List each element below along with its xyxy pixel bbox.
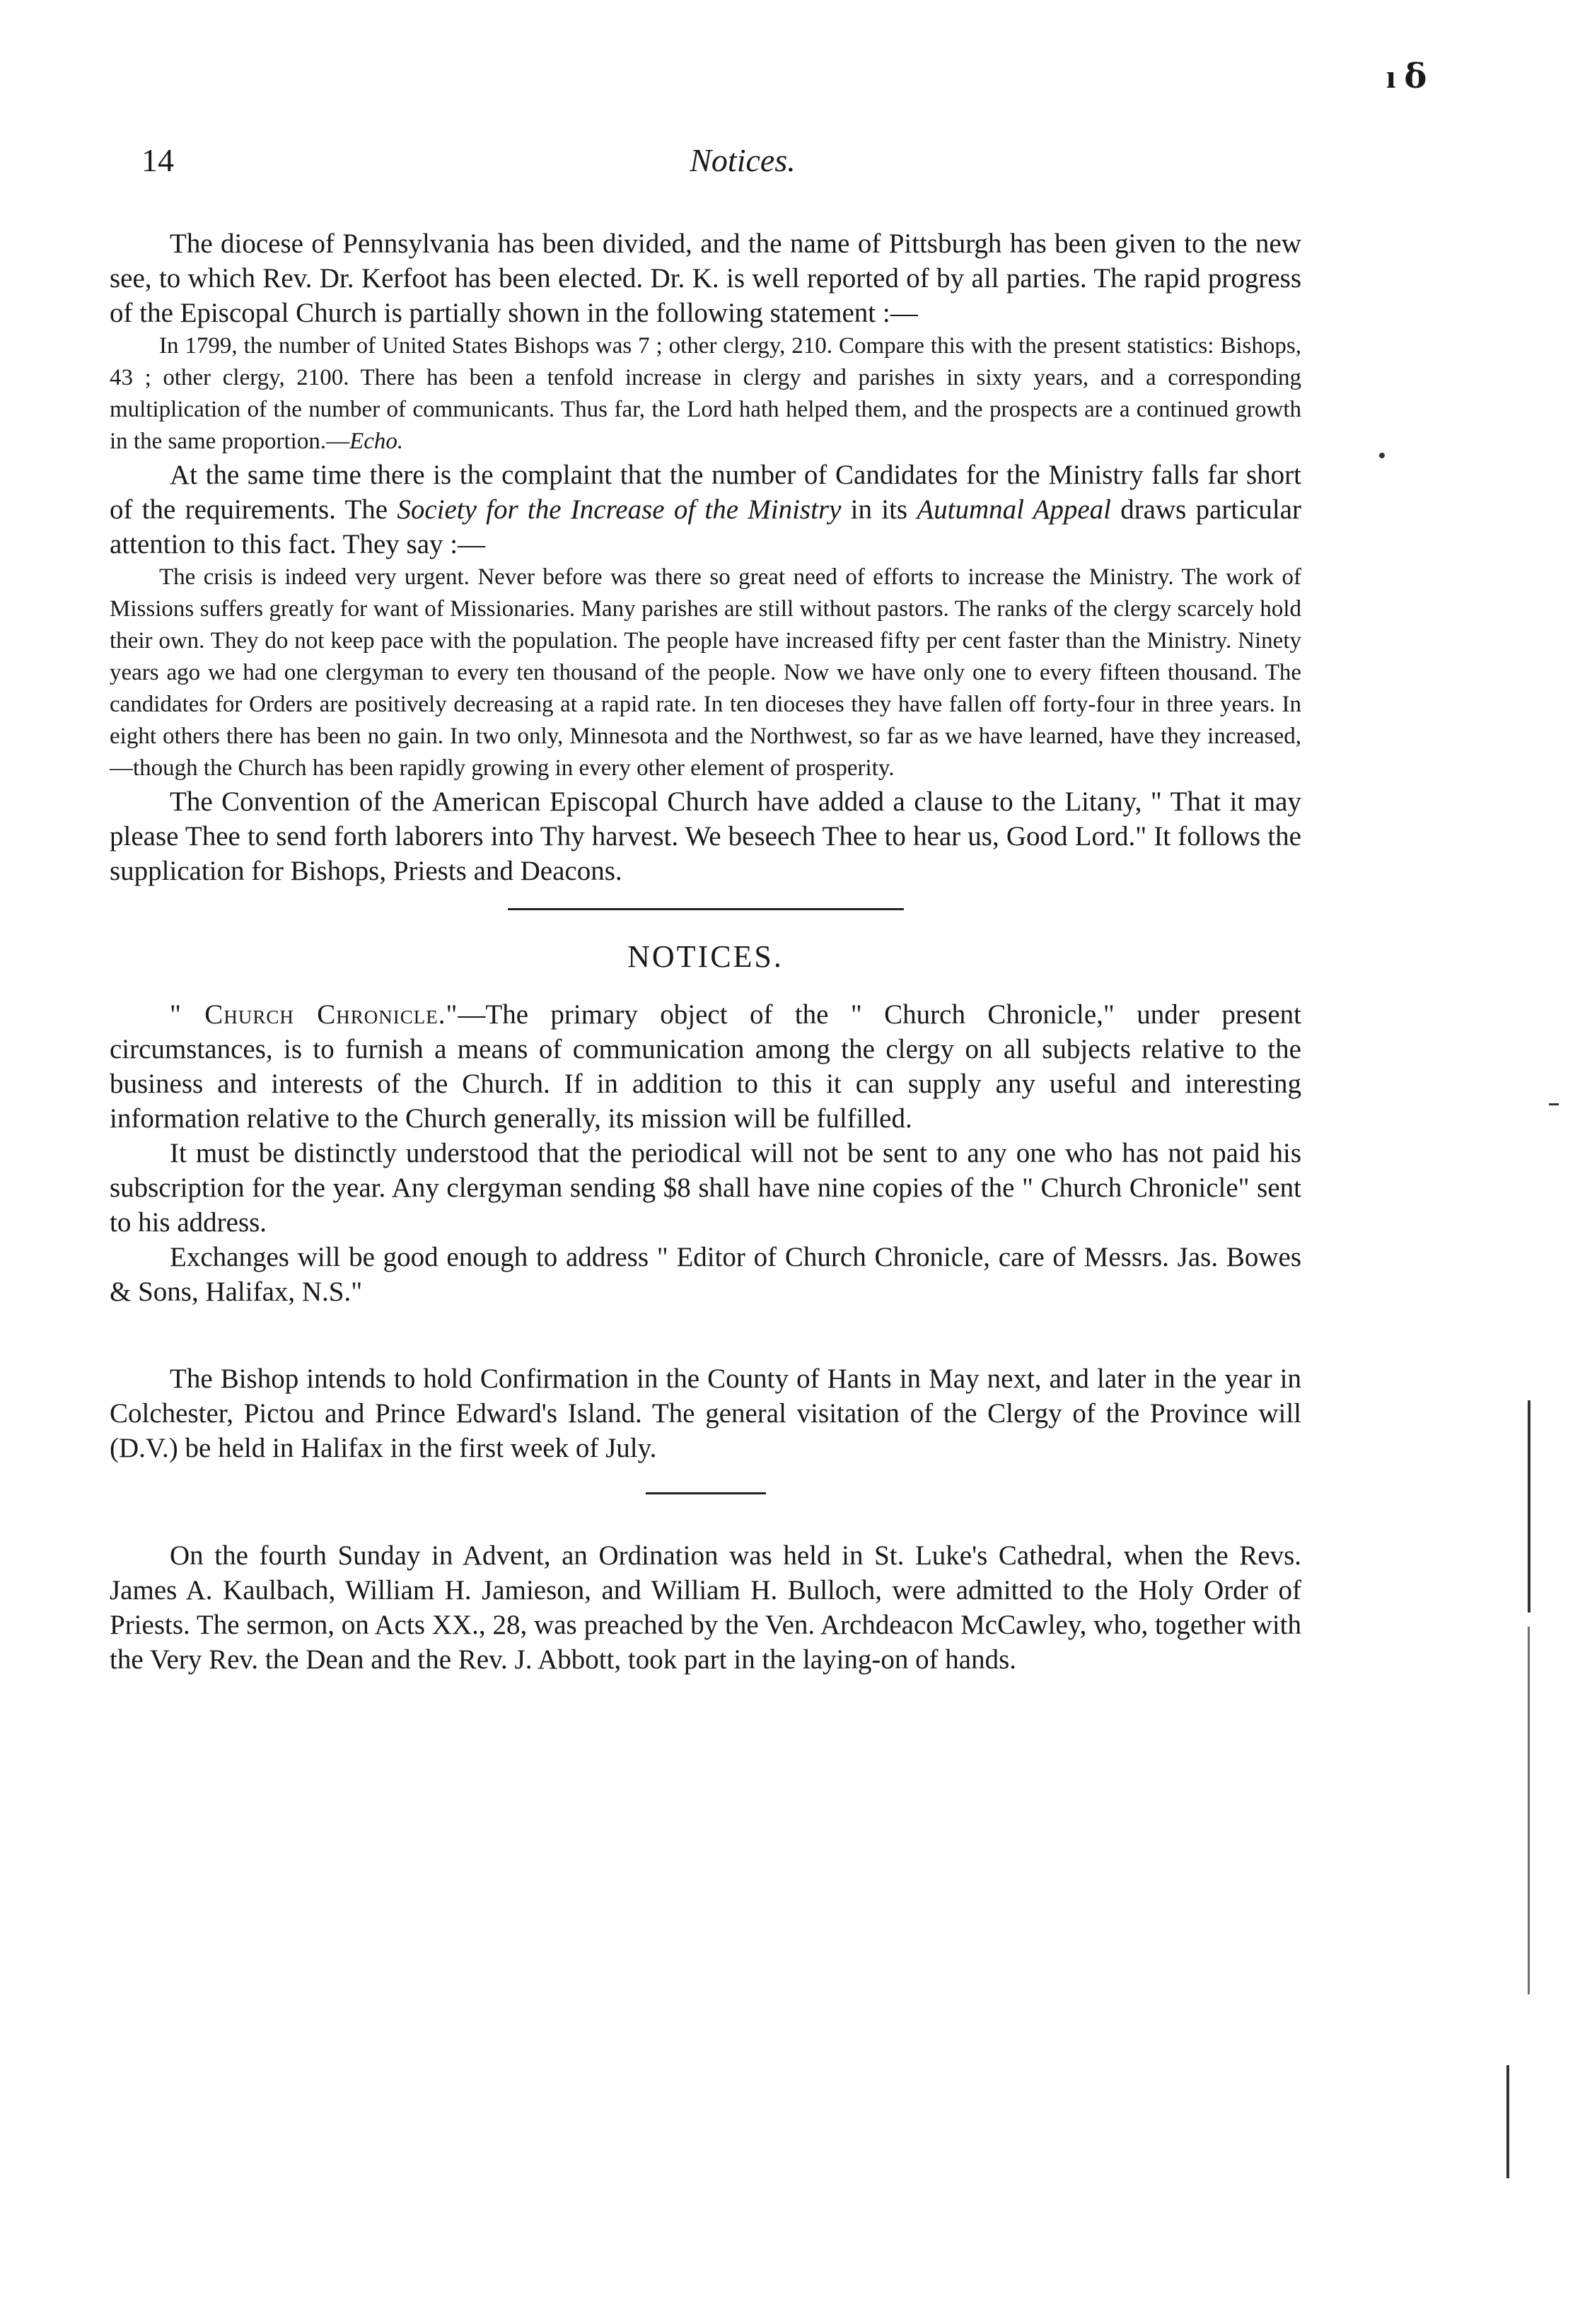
church-chronicle-text: —The primary object of the " Church Chronicle," under present circumstances, is to furnish a means of communication among the clergy on all subjects relative to the business and interests of the Church. If in addition to this it can supply any useful and interesting information relative to the Church generally, its mission will be fulfilled. xyxy=(110,999,1302,1134)
notices-heading: NOTICES. xyxy=(627,939,784,974)
church-chronicle-label: " Church Chronicle." xyxy=(170,999,458,1030)
quote-crisis: The crisis is indeed very urgent. Never before was there so great need of efforts to increase the Ministry. The work of Missions suffers greatly for want of Missionaries. Many parishes are still without pastors. The ranks of the clergy scarcely hold their own. They do not keep pace with the population. The people have increased fifty per cent faster than the Ministry. Ninety years ago we had one clergyman to every ten thousand of the people. Now we have only one to every fifteen thousand. The candidates for Orders are positively decreasing at a rapid rate. In ten dioceses they have fallen off forty-four in three years. In eight others there has been no gain. In two only, Minnesota and the Northwest, so far as we have learned, have they increased,—though the Church has been rapidly growing in every other element of prosperity. xyxy=(110,564,1301,781)
page-body xyxy=(110,226,1301,1677)
statistics-text: In 1799, the number of United States Bishops was 7 ; other clergy, 210. Compare this with the present statistics: Bishops, 43 ; other clergy, 2100. There has been a tenfold increase in clergy and parishes in sixty years, and a corresponding multiplication of the number of communicants. Thus far, the Lord hath helped them, and the prospects are a continued growth in the same proportion.— xyxy=(110,333,1301,454)
candidates-text-b: in its xyxy=(841,494,917,525)
appeal-name: Autumnal Appeal xyxy=(917,494,1111,525)
paragraph-litany: The Convention of the American Episcopal Church have added a clause to the Litany, " That it may please Thee to send forth laborers into Thy harvest. We beseech Thee to hear us, Good Lord." It follows the supplication for Bishops, Priests and Deacons. xyxy=(110,786,1301,886)
running-head xyxy=(141,141,1344,191)
source-echo: Echo. xyxy=(349,429,404,454)
candidates-text-c: draws particular attention to this fact. They say :— xyxy=(110,494,1301,559)
paragraph-pennsylvania-diocese: The diocese of Pennsylvania has been divided, and the name of Pittsburgh has been given to the new see, to which Rev. Dr. Kerfoot has been elected. Dr. K. is well reported of by all parties. The rapid progress of the Episcopal Church is partially shown in the following statement :— xyxy=(110,228,1301,328)
quote-bishops-statistics xyxy=(110,330,1301,458)
scan-edge-mark xyxy=(1506,2065,1509,2178)
scan-speck xyxy=(1379,453,1385,458)
notice-church-chronicle xyxy=(110,997,1301,1136)
spacer xyxy=(110,1309,1301,1361)
notice-subscription: It must be distinctly understood that the periodical will not be sent to any one who has not paid his subscription for the year. Any clergyman sending $8 shall have nine copies of the " Church Chronicle" sent to his address. xyxy=(110,1138,1301,1238)
scan-edge-mark xyxy=(1528,1627,1530,1994)
candidates-text-a: At the same time there is the complaint that the number of Candidates for the Ministry falls far short of the requirements. The xyxy=(110,460,1301,525)
scan-edge-mark xyxy=(1528,1400,1530,1613)
paragraph-candidates-complaint xyxy=(110,458,1301,562)
notice-confirmation: The Bishop intends to hold Confirmation in the County of Hants in May next, and later in the year in Colchester, Pictou and Prince Edward's Island. The general visitation of the Clergy of the Province will (D.V.) be held in Halifax in the first week of July. xyxy=(110,1364,1301,1463)
page-number: 14 xyxy=(141,142,174,178)
running-title: Notices. xyxy=(690,142,796,178)
section-divider xyxy=(508,908,904,910)
society-name: Society for the Increase of the Ministry xyxy=(397,494,842,525)
short-divider xyxy=(646,1492,766,1494)
scan-speck xyxy=(1549,1103,1559,1105)
notice-exchanges: Exchanges will be good enough to address " Editor of Church Chronicle, care of Messrs. Jas. Bowes & Sons, Halifax, N.S." xyxy=(110,1242,1301,1307)
notice-ordination: On the fourth Sunday in Advent, an Ordination was held in St. Luke's Cathedral, when the Revs. James A. Kaulbach, William H. Jamieson, and William H. Bulloch, were admitted to the Holy Order of Priests. The sermon, on Acts XX., 28, was preached by the Ven. Archdeacon McCawley, who, together with the Very Rev. the Dean and the Rev. J. Abbott, took part in the laying-on of hands. xyxy=(110,1540,1301,1675)
corner-mark: ı ẟ xyxy=(1386,58,1427,95)
